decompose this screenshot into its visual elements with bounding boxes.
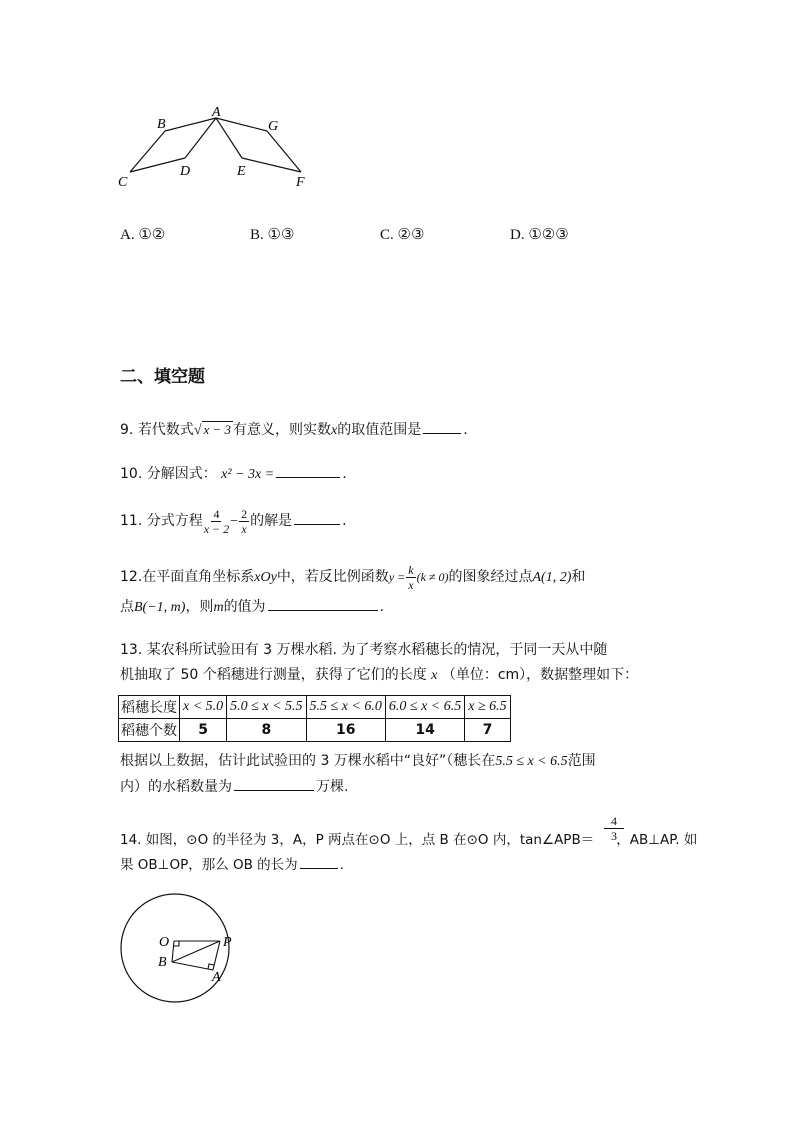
circle-figure-opba	[115, 893, 250, 1008]
question-14-line-1	[120, 828, 697, 848]
q12-var: m	[213, 600, 224, 615]
table-cell: 8	[227, 719, 306, 742]
q13-line3-a: 根据以上数据，估计此试验田的 3 万棵水稻中“良好”（穗长在	[120, 753, 496, 769]
circle-o	[121, 894, 229, 1002]
question-12-line-1	[120, 560, 585, 595]
q10-number: 10.	[120, 466, 143, 482]
option-d: D. ①②③	[510, 227, 569, 243]
segment-da	[185, 118, 216, 158]
label-f: F	[296, 175, 305, 190]
q9-text-1: 若代数式	[137, 422, 194, 438]
table-cell: x < 5.0	[180, 696, 227, 719]
q9-text-3: 的取值范围是	[337, 422, 422, 438]
q9-answer-blank[interactable]	[423, 432, 461, 434]
q9-end: .	[463, 422, 468, 438]
q11-text-2: 的解是	[250, 513, 293, 529]
label-c: C	[118, 175, 128, 190]
question-13-line-3	[120, 750, 596, 770]
question-13-line-1: 13. 某农科所试验田有 3 万棵水稻. 为了考察水稻穗长的情况，于同一天从中随	[120, 642, 608, 658]
question-12-line-2	[120, 596, 384, 616]
segment-ob	[172, 941, 174, 962]
q12-fn-left: y =	[388, 570, 406, 584]
q11-minus: −	[230, 514, 239, 529]
q12-text-5: 点	[120, 599, 134, 615]
label-d: D	[180, 164, 191, 179]
segment-bc	[130, 131, 165, 172]
q12-text-2: 中，若反比例函数	[276, 569, 389, 585]
table-cell: 14	[385, 719, 464, 742]
segment-ba	[172, 962, 213, 970]
q14-line1-a: 14. 如图，⊙O 的半径为 3，A，P 两点在⊙O 上，点 B 在⊙O 内，tan∠APB＝	[120, 832, 595, 848]
table-cell: 稻穗长度	[119, 696, 180, 719]
question-11	[120, 504, 347, 539]
q9-number: 9.	[120, 422, 134, 438]
option-a: A. ①②	[120, 227, 166, 243]
q11-frac2-num: 2	[241, 506, 248, 521]
q11-number: 11.	[120, 513, 143, 529]
section-title: 二、填空题	[120, 367, 205, 387]
q12-coord-system: xOy	[254, 570, 277, 585]
table-cell: x ≥ 6.5	[465, 696, 510, 719]
q12-number: 12.	[120, 569, 143, 585]
question-10	[120, 463, 347, 483]
label-b2: B	[158, 955, 167, 970]
q13-line2-b: （单位：cm），数据整理如下：	[441, 667, 639, 683]
segment-gf	[267, 131, 301, 172]
q12-fraction	[406, 564, 415, 591]
option-b: B. ①③	[250, 227, 295, 243]
label-e: E	[237, 164, 246, 179]
q14-line2-b: .	[339, 857, 344, 873]
q12-end: .	[379, 599, 385, 615]
segment-ab	[165, 118, 216, 131]
table-cell: 5	[180, 719, 227, 742]
right-angle-o	[174, 941, 179, 946]
table-cell: 6.0 ≤ x < 6.5	[385, 696, 464, 719]
q13-line4-a: 内）的水稻数量为	[120, 779, 232, 795]
q12-frac-num: k	[408, 562, 414, 577]
label-a: A	[212, 105, 221, 120]
q10-answer-blank[interactable]	[276, 476, 340, 478]
q9-radicand: x − 3	[203, 422, 232, 437]
label-p: P	[223, 935, 232, 950]
q10-end: .	[342, 466, 347, 482]
q12-text-3: 的图象经过点	[448, 569, 533, 585]
question-14-line-2	[120, 853, 344, 873]
question-13-line-2	[120, 664, 638, 684]
q14-frac-num: 4	[604, 815, 624, 829]
q13-line4-b: 万棵.	[316, 779, 349, 795]
q12-answer-blank[interactable]	[268, 609, 378, 611]
q13-line2-a: 机抽取了 50 个稻穗进行测量，获得了它们的长度	[120, 667, 427, 683]
q12-text-6: ，则	[185, 599, 214, 615]
q12-text-7: 的值为	[223, 599, 266, 615]
q13-line3-b: 范围	[567, 753, 596, 769]
q12-point-b: B(−1, m)	[134, 600, 186, 615]
table-cell: 稻穗个数	[119, 719, 180, 742]
q12-text-4: 和	[571, 569, 586, 585]
q12-condition: (k ≠ 0)	[416, 570, 449, 584]
q14-answer-blank[interactable]	[300, 867, 338, 869]
table-row	[119, 696, 511, 719]
q13-answer-blank[interactable]	[234, 789, 314, 791]
rice-data-table	[118, 695, 511, 742]
q13-line3-expr: 5.5 ≤ x < 6.5	[495, 754, 568, 769]
label-g: G	[268, 119, 279, 134]
table-cell: 7	[465, 719, 510, 742]
q10-text: 分解因式：	[146, 466, 217, 482]
question-13-line-4	[120, 776, 348, 796]
option-c: C. ②③	[380, 227, 425, 243]
q11-fraction-1	[204, 508, 229, 535]
table-row	[119, 719, 511, 742]
q12-text-1: 在平面直角坐标系	[142, 569, 255, 585]
q11-frac1-den: x − 2	[203, 521, 230, 536]
q9-sqrt: √ x − 3	[193, 422, 232, 438]
label-o: O	[159, 935, 170, 950]
segment-cd	[130, 158, 185, 172]
geometry-figure-abcdefg	[110, 100, 330, 195]
q14-frac-den: 3	[611, 829, 617, 843]
q11-frac2-den: x	[241, 521, 247, 536]
q14-line2-a: 果 OB⊥OP，那么 OB 的长为	[120, 857, 298, 873]
table-cell: 5.0 ≤ x < 5.5	[227, 696, 306, 719]
q12-frac-den: x	[408, 577, 414, 592]
table-cell: 16	[306, 719, 385, 742]
segment-pa	[213, 941, 220, 970]
q9-var: x	[331, 423, 338, 438]
q11-fraction-2	[239, 508, 249, 535]
label-b: B	[157, 117, 166, 132]
q11-answer-blank[interactable]	[294, 523, 340, 525]
q11-end: .	[342, 513, 347, 529]
label-a2: A	[212, 970, 221, 985]
q9-text-2: 有意义，则实数	[233, 422, 332, 438]
q13-line2-var: x	[431, 668, 438, 683]
question-9	[120, 419, 468, 439]
segment-fe	[242, 158, 301, 172]
q11-text-1: 分式方程	[146, 513, 203, 529]
q10-expression: x² − 3x =	[221, 467, 275, 482]
q14-line1-b: ，AB⊥AP. 如	[616, 832, 698, 848]
q11-frac1-num: 4	[213, 506, 220, 521]
q12-point-a: A(1, 2)	[532, 570, 572, 585]
table-cell: 5.5 ≤ x < 6.0	[306, 696, 385, 719]
